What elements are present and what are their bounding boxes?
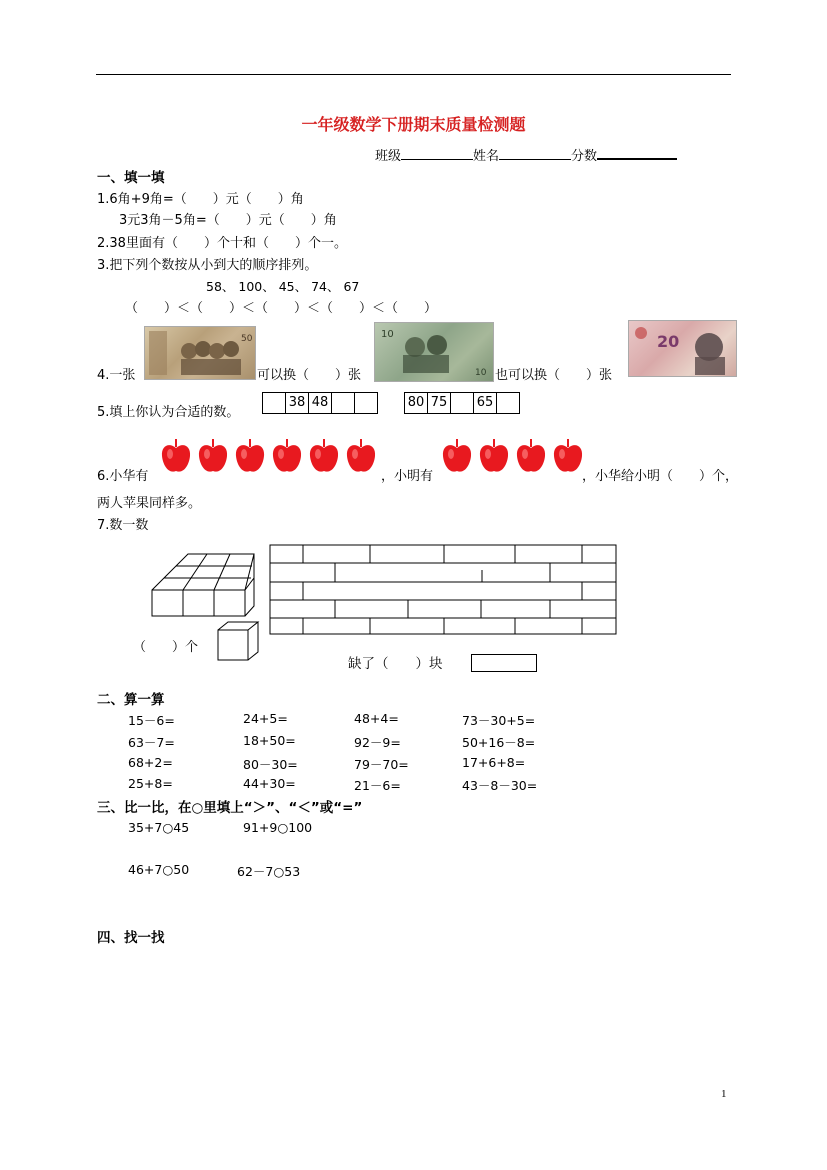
apple-icon <box>197 438 229 480</box>
banknote-20-image <box>628 320 737 377</box>
seq1-cell: 48 <box>309 393 332 413</box>
section3-heading: 三、比一比，在○里填上“＞”、“＜”或“=” <box>97 800 363 816</box>
calc-item: 63－7= <box>128 735 175 750</box>
svg-text:10: 10 <box>381 329 394 340</box>
calc-item: 79－70= <box>354 757 409 772</box>
apple-icon <box>160 438 192 480</box>
name-label: 姓名 <box>473 149 500 164</box>
q6-text-a: 6.小华有 <box>97 469 149 484</box>
calc-item: 24+5= <box>243 711 288 726</box>
q4-text-c: 也可以换（ ）张 <box>495 368 613 383</box>
compare-item: 35+7○45 <box>128 820 190 835</box>
q4-text-b: 可以换（ ）张 <box>257 368 362 383</box>
banknote-50-image <box>144 326 256 380</box>
compare-item: 91+9○100 <box>243 820 313 835</box>
calc-item: 21－6= <box>354 778 401 793</box>
single-cube-figure <box>216 620 262 662</box>
q5-sequence-2 <box>404 392 520 414</box>
cube-stack-figure <box>148 548 263 618</box>
apple-icon <box>234 438 266 480</box>
header-rule <box>96 74 731 75</box>
q3-blanks: （ ）＜（ ）＜（ ）＜（ ）＜（ ） <box>125 301 438 316</box>
seq2-cell: 65 <box>474 393 497 413</box>
student-info-row <box>375 145 677 164</box>
seq2-cell[interactable] <box>497 393 519 413</box>
q6-text-c: ，小华给小明（ ）个， <box>582 469 739 484</box>
class-blank[interactable] <box>401 159 473 160</box>
q3: 3.把下列个数按从小到大的顺序排列。 <box>97 258 318 273</box>
q7-wall-answer: 缺了（ ）块 <box>348 656 443 672</box>
score-label: 分数 <box>571 149 598 164</box>
calc-item: 43－8－30= <box>462 778 538 793</box>
banknote-10-image <box>374 322 494 382</box>
name-blank[interactable] <box>499 159 571 160</box>
compare-item: 62－7○53 <box>237 864 301 879</box>
apple-icon <box>515 438 547 480</box>
section4-heading: 四、找一找 <box>97 930 165 946</box>
apple-icon <box>345 438 377 480</box>
q1a: 1.6角+9角=（ ）元（ ）角 <box>97 192 304 207</box>
calc-item: 25+8= <box>128 776 173 791</box>
calc-item: 73－30+5= <box>462 713 536 728</box>
banknote-50-art <box>145 327 255 379</box>
seq1-cell: 38 <box>286 393 309 413</box>
q5-sequence-1 <box>262 392 378 414</box>
class-label: 班级 <box>375 149 402 164</box>
calc-item: 18+50= <box>243 733 296 748</box>
calc-item: 48+4= <box>354 711 399 726</box>
q4-text-a: 4.一张 <box>97 368 136 383</box>
q7: 7.数一数 <box>97 518 149 533</box>
q7-cubes-answer: （ ）个 <box>133 640 199 655</box>
q6-text-d: 两人苹果同样多。 <box>97 496 202 511</box>
seq1-cell[interactable] <box>355 393 377 413</box>
q3-numbers: 58、 100、 45、 74、 67 <box>206 279 360 294</box>
apple-icon <box>552 438 584 480</box>
q6-text-b: ，小明有 <box>381 469 434 484</box>
svg-text:10: 10 <box>475 368 487 378</box>
apple-icon <box>478 438 510 480</box>
compare-item: 46+7○50 <box>128 862 190 877</box>
q1b: 3元3角－5角=（ ）元（ ）角 <box>119 213 337 228</box>
section1-heading: 一、填一填 <box>97 170 165 186</box>
seq1-cell[interactable] <box>263 393 286 413</box>
svg-text:50: 50 <box>241 334 253 344</box>
page-title: 一年级数学下册期末质量检测题 <box>301 115 526 134</box>
q5: 5.填上你认为合适的数。 <box>97 405 240 420</box>
calc-item: 50+16－8= <box>462 735 536 750</box>
apple-icon <box>441 438 473 480</box>
seq2-cell: 80 <box>405 393 428 413</box>
section2-heading: 二、算一算 <box>97 692 165 708</box>
apple-icon <box>271 438 303 480</box>
missing-brick-outline <box>471 654 537 672</box>
q2: 2.38里面有（ ）个十和（ ）个一。 <box>97 236 347 251</box>
calc-item: 17+6+8= <box>462 755 526 770</box>
banknote-10-art <box>375 323 493 381</box>
calc-item: 15－6= <box>128 713 175 728</box>
calc-item: 80－30= <box>243 757 298 772</box>
svg-text:20: 20 <box>657 332 680 351</box>
brick-wall-figure <box>269 544 619 636</box>
seq1-cell[interactable] <box>332 393 355 413</box>
banknote-20-art <box>629 321 736 376</box>
calc-item: 92－9= <box>354 735 401 750</box>
apple-icon <box>308 438 340 480</box>
seq2-cell[interactable] <box>451 393 474 413</box>
calc-item: 44+30= <box>243 776 296 791</box>
score-blank[interactable] <box>597 158 677 160</box>
seq2-cell: 75 <box>428 393 451 413</box>
page-number: 1 <box>721 1088 727 1100</box>
calc-item: 68+2= <box>128 755 173 770</box>
